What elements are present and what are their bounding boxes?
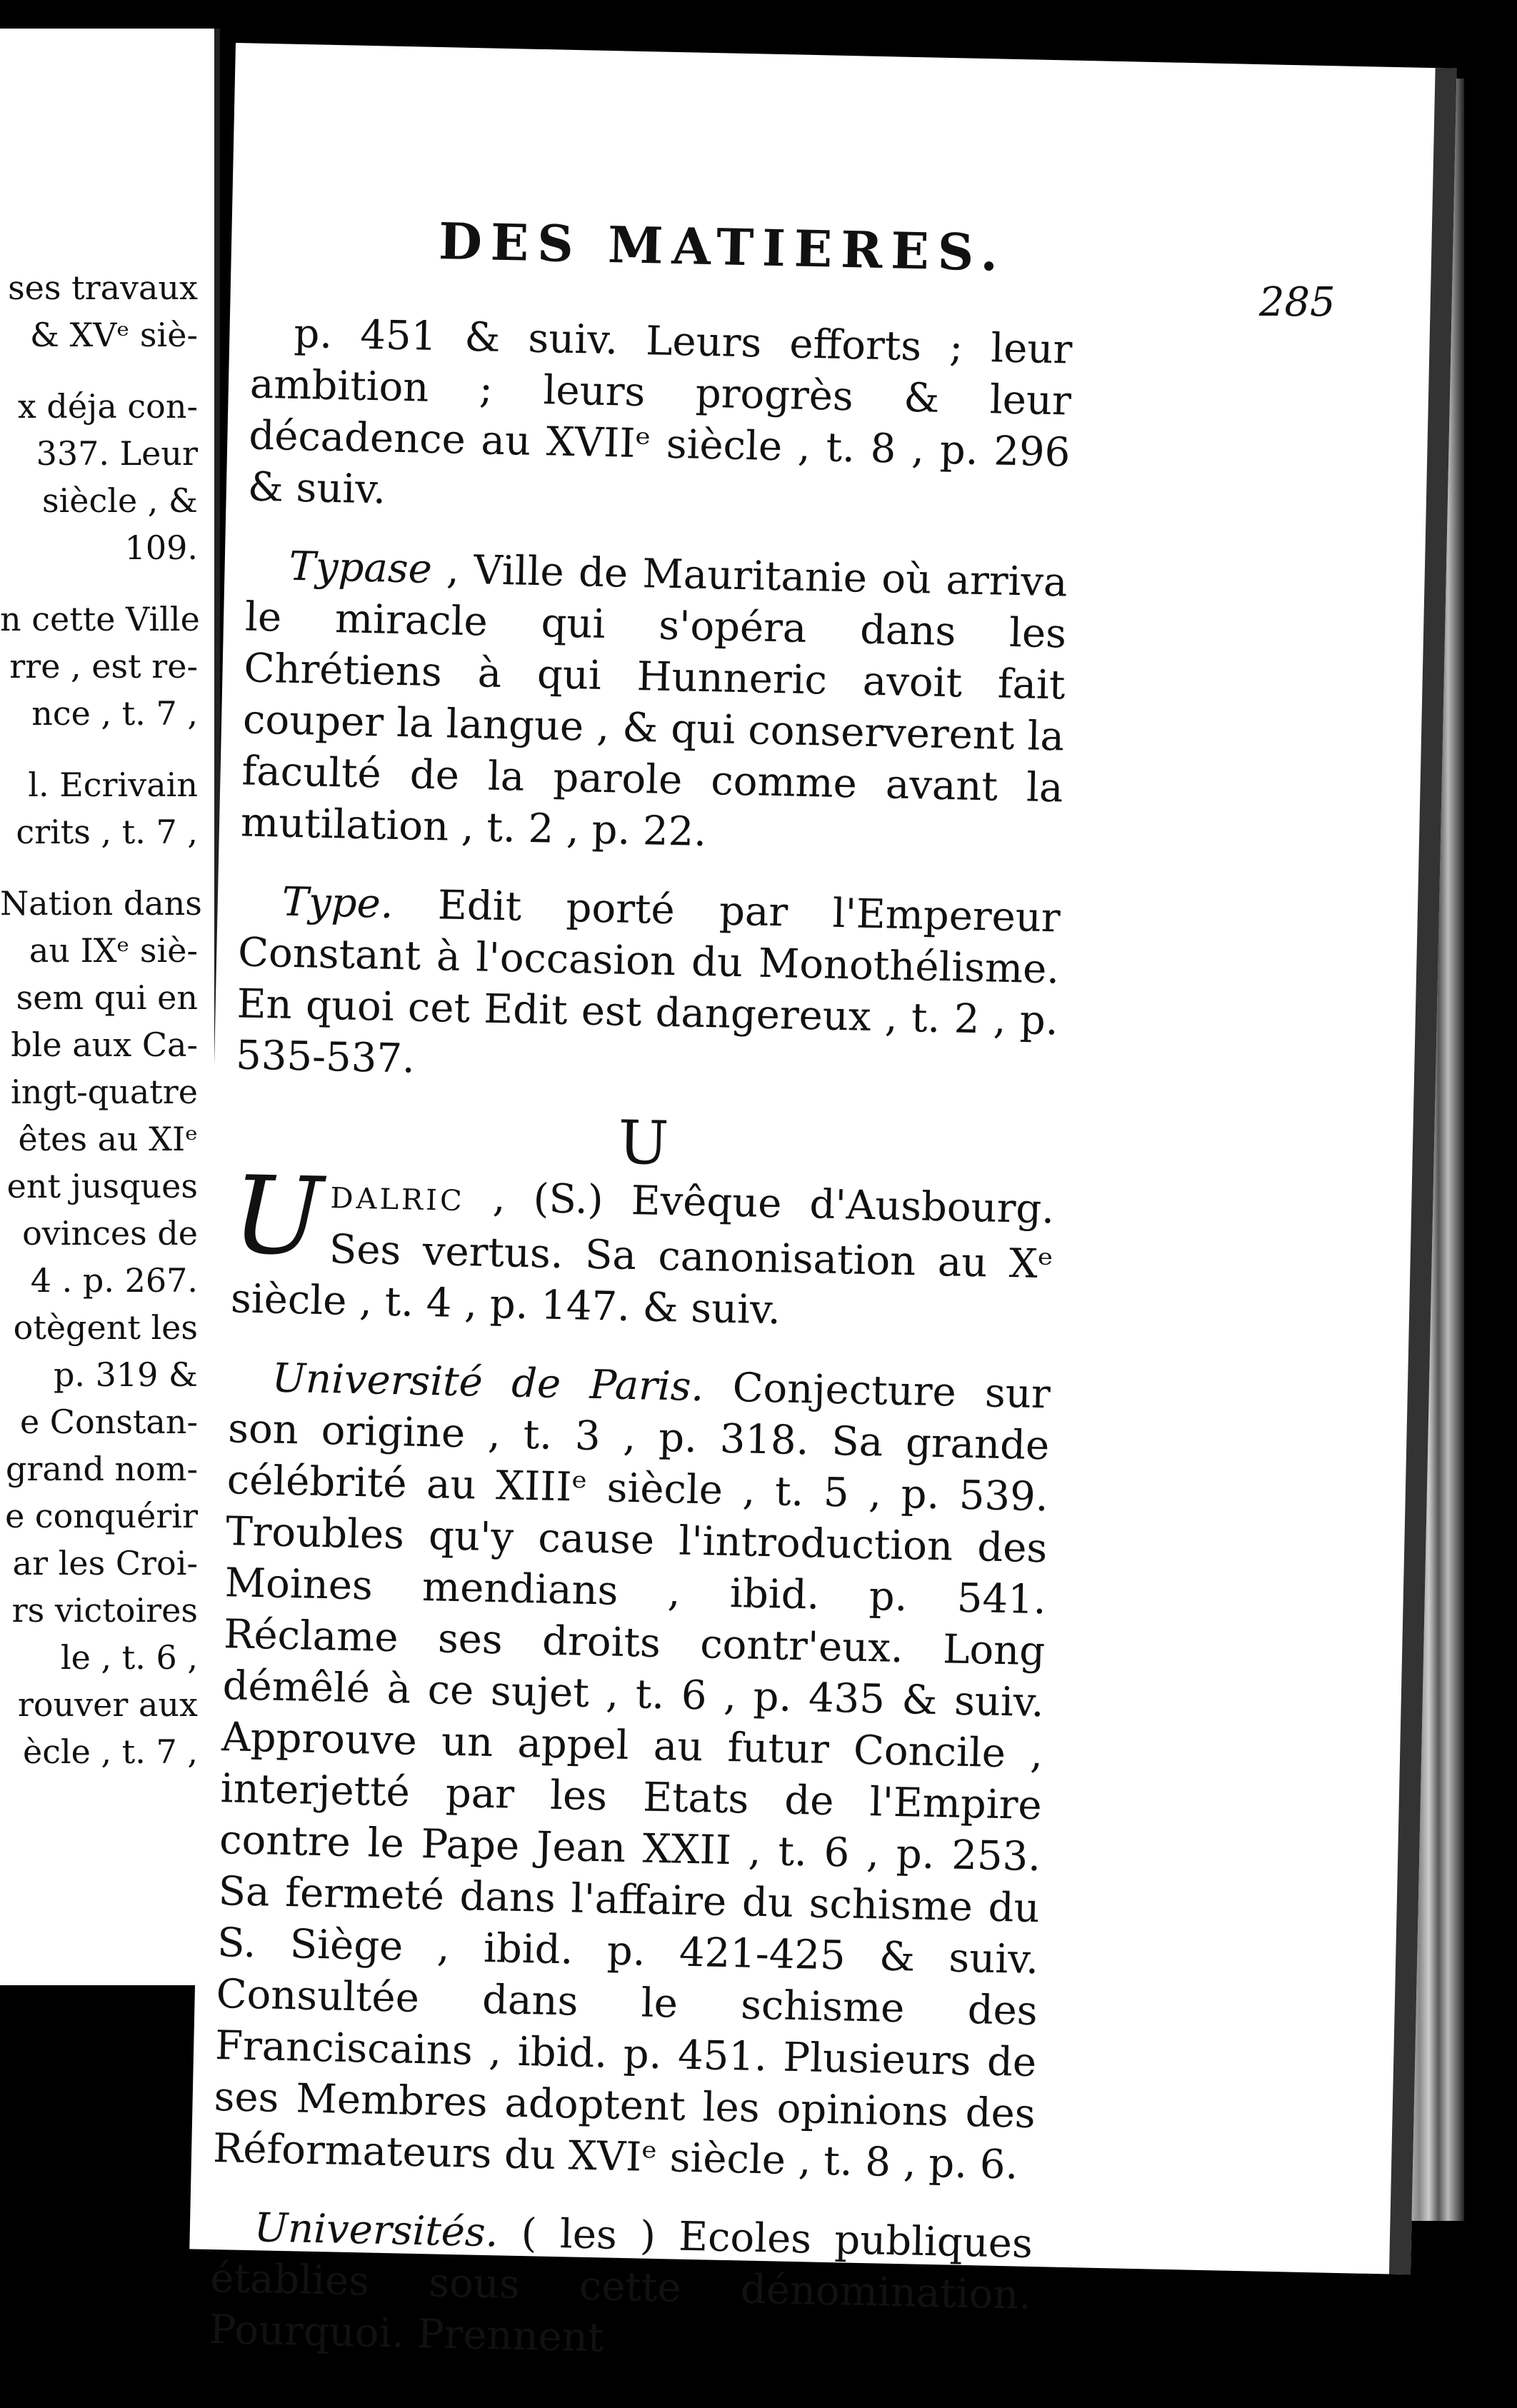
left-page-line: êtes au XIᵉ xyxy=(18,1120,198,1158)
left-page-line: n cette Ville xyxy=(0,600,200,638)
entry-headword: DALRIC xyxy=(330,1182,466,1218)
left-page-line: e conquérir xyxy=(5,1497,198,1535)
left-page-line: ingt-quatre xyxy=(10,1073,198,1111)
drop-cap: U xyxy=(231,1153,324,1280)
left-page-line: le , t. 6 , xyxy=(60,1638,198,1677)
left-page-line xyxy=(0,571,211,596)
left-page-line: crits , t. 7 , xyxy=(16,813,198,851)
index-page xyxy=(189,43,1456,2362)
entry-text: Edit porté par l'Empereur Constant à l'occasion du Monothélisme. En quoi cet Edit est dangereux , t. 2 , p. 535-537. xyxy=(235,881,1061,1083)
index-body xyxy=(208,308,1073,2400)
left-page-line: ses travaux xyxy=(8,269,198,307)
left-page-line xyxy=(0,856,211,880)
entry-headword: Université de Paris. xyxy=(271,1355,705,1411)
left-page-line: rre , est re- xyxy=(9,647,198,686)
left-page-line: grand nom- xyxy=(5,1450,198,1488)
entry-text: p. 451 & suiv. Leurs efforts ; leur ambition ; leurs progrès & leur décadence au XVIIᵉ siècle , t. 8 , p. 296 & suiv. xyxy=(247,310,1073,513)
entry-headword: Type. xyxy=(281,878,394,928)
left-page-line: 337. Leur xyxy=(36,434,198,473)
left-page-line: ècle , t. 7 , xyxy=(22,1732,198,1771)
left-page-line: ar les Croi- xyxy=(12,1544,198,1582)
entry-text: , Ville de Mauritanie où arriva le miracle qui s'opéra dans les Chrétiens à qui Hunneric avoit fait couper la langue , & qui conserverent la faculté de la parole comme avant la mutilation , t. 2 , p. 22. xyxy=(240,546,1068,856)
left-page-line: ble aux Ca- xyxy=(11,1025,198,1064)
entry-headword: Universités. xyxy=(254,2204,499,2257)
left-page-line xyxy=(0,358,211,383)
section-letter: U xyxy=(617,1107,673,1179)
left-page-line: nce , t. 7 , xyxy=(31,694,198,733)
index-entry xyxy=(209,2202,1033,2373)
page-number: 285 xyxy=(1258,279,1336,326)
left-page-line: x déja con- xyxy=(17,387,198,426)
left-page-line: siècle , & xyxy=(41,481,198,520)
left-page-line: ent jusques xyxy=(6,1167,198,1205)
index-entry xyxy=(236,876,1061,1098)
left-page-line: 109. xyxy=(124,528,198,567)
header-title: DES MATIERES. xyxy=(438,211,1008,283)
entry-text: , (S.) Evêque d'Ausbourg. Ses vertus. Sa canonisation au Xᵉ siècle , t. 4 , p. 147. & suiv. xyxy=(230,1174,1055,1334)
left-page-line xyxy=(0,737,211,761)
left-page-line: p. 319 & xyxy=(53,1355,198,1394)
entry-text: ( les ) Ecoles publiques établies sous cette dénomination. Pourquoi. Prennent xyxy=(209,2209,1033,2362)
index-entry xyxy=(212,1352,1051,2192)
left-page-line: rs victoires xyxy=(11,1591,198,1630)
index-entry xyxy=(240,540,1068,866)
left-page-line: e Constan- xyxy=(19,1403,198,1441)
left-page-line: Nation dans xyxy=(0,884,202,923)
left-page-line: otègent les xyxy=(13,1308,198,1347)
left-page-line: ovinces de xyxy=(22,1214,198,1253)
left-page-text xyxy=(0,264,211,1775)
left-page-line: sem qui en xyxy=(16,978,198,1017)
left-page-line: rouver aux xyxy=(17,1685,198,1724)
left-page-line: 4 . p. 267. xyxy=(30,1261,198,1300)
running-header xyxy=(438,211,1338,289)
entry-headword: Typase xyxy=(288,543,433,593)
left-page-line: au IXᵉ siè- xyxy=(29,931,198,970)
left-page-line: l. Ecrivain xyxy=(28,766,198,804)
entry-text: Conjecture sur son origine , t. 3 , p. 318. Sa grande célébrité au XIIIᵉ siècle , t. 5 , p. 539. Troubles qu'y cause l'introduction des Moines mendians , ibid. p. 541. Réclame ses droits contr'eux. Long démêlé à ce sujet , t. 6 , p. 435 & suiv. Approuve un appel au futur Concile , interjetté par les Etats de l'Empire contre le Pape Jean XXII , t. 6 , p. 253. Sa fermeté dans l'affaire du schisme du S. Siège , ibid. p. 421-425 & suiv. Consultée dans le schisme des Franciscains , ibid. p. 451. Plusieurs de ses Membres adoptent les opinions des Réformateurs du XVIᵉ siècle , t. 8 , p. 6. xyxy=(212,1364,1051,2189)
left-facing-page xyxy=(0,29,220,1985)
index-entry xyxy=(247,308,1073,531)
index-entry xyxy=(230,1153,1055,1342)
left-page-line: & XVᵉ siè- xyxy=(29,316,198,354)
